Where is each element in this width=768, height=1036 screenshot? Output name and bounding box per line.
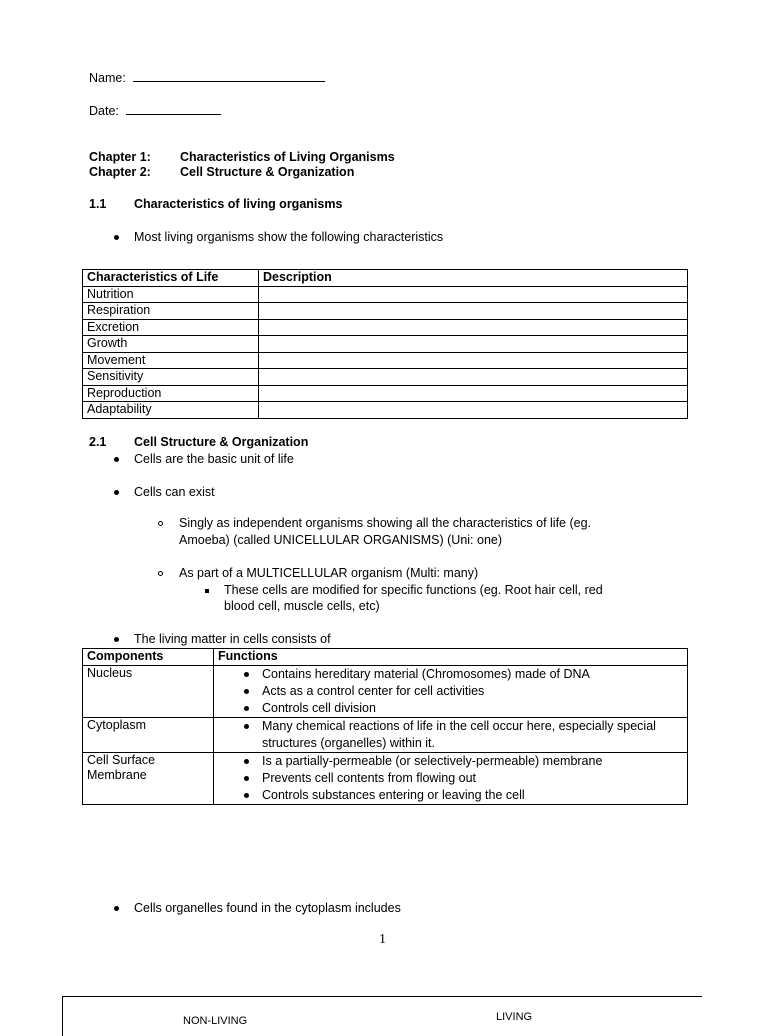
table-row (83, 319, 688, 336)
name-field (89, 69, 325, 85)
bullet-dot (114, 235, 119, 240)
table-header-row (83, 649, 688, 666)
chapter-2-num: Chapter 2: (89, 165, 151, 179)
list-item: Many chemical reactions of life in the cell occur here, especially special structures (organelles) within it. (214, 718, 687, 752)
functions-list (214, 718, 687, 752)
list-item: Acts as a control center for cell activities (214, 683, 687, 700)
table-row (83, 286, 688, 303)
description-cell (259, 385, 688, 402)
page-number: 1 (379, 932, 386, 947)
bullet-cells-exist: Cells can exist (134, 485, 215, 499)
bullet-dot (114, 457, 119, 462)
characteristic-cell: Growth (83, 336, 259, 353)
bullet-basic-unit: Cells are the basic unit of life (134, 452, 294, 466)
bullet-dot (114, 490, 119, 495)
bullet-living-matter: The living matter in cells consists of (134, 632, 331, 646)
characteristics-table (82, 269, 688, 419)
bullet-dot (114, 637, 119, 642)
list-item: Prevents cell contents from flowing out (214, 770, 687, 787)
bullet-characteristics: Most living organisms show the following characteristics (134, 230, 444, 244)
table-row (83, 336, 688, 353)
functions-cell (214, 666, 688, 718)
description-cell (259, 402, 688, 419)
components-table (82, 648, 688, 805)
table-row (83, 352, 688, 369)
header-functions: Functions (214, 649, 688, 666)
table-row (83, 303, 688, 320)
sub-unicellular-line1: Singly as independent organisms showing all the characteristics of life (eg. (179, 516, 592, 530)
functions-list (214, 753, 687, 804)
description-cell (259, 369, 688, 386)
bullet-dot (114, 906, 119, 911)
description-cell (259, 336, 688, 353)
circle-bullet (158, 521, 163, 526)
chapter-1-title: Characteristics of Living Organisms (180, 150, 395, 164)
name-label: Name: (89, 71, 126, 85)
chapter-1-num: Chapter 1: (89, 150, 151, 164)
bottom-box (62, 996, 702, 1036)
living-label: LIVING (496, 1011, 533, 1023)
table-row (83, 666, 688, 718)
characteristic-cell: Sensitivity (83, 369, 259, 386)
date-blank (126, 102, 221, 115)
characteristic-cell: Nutrition (83, 286, 259, 303)
sub-multicellular: As part of a MULTICELLULAR organism (Multi: many) (179, 566, 479, 580)
description-cell (259, 286, 688, 303)
table-row (83, 402, 688, 419)
date-label: Date: (89, 104, 119, 118)
component-cell: Nucleus (83, 666, 214, 718)
table-header-row (83, 270, 688, 287)
characteristic-cell: Adaptability (83, 402, 259, 419)
component-cell: Cytoplasm (83, 718, 214, 753)
subsub-modified-line2: blood cell, muscle cells, etc) (224, 599, 380, 613)
description-cell (259, 303, 688, 320)
subsub-modified-line1: These cells are modified for specific functions (eg. Root hair cell, red (224, 583, 603, 597)
square-bullet (205, 589, 209, 593)
characteristic-cell: Movement (83, 352, 259, 369)
name-blank (133, 69, 325, 82)
header-characteristics: Characteristics of Life (83, 270, 259, 287)
chapter-2-title: Cell Structure & Organization (180, 165, 355, 179)
sub-unicellular-line2: Amoeba) (called UNICELLULAR ORGANISMS) (Uni: one) (179, 533, 503, 547)
section-2-1-title: Cell Structure & Organization (134, 435, 309, 449)
date-field (89, 102, 221, 118)
table-row (83, 753, 688, 805)
non-living-label: NON-LIVING (183, 1015, 248, 1027)
functions-cell (214, 753, 688, 805)
list-item: Controls substances entering or leaving the cell (214, 787, 687, 804)
table-row (83, 369, 688, 386)
characteristic-cell: Reproduction (83, 385, 259, 402)
functions-list (214, 666, 687, 717)
description-cell (259, 352, 688, 369)
functions-cell (214, 718, 688, 753)
list-item: Controls cell division (214, 700, 687, 717)
section-1-1-num: 1.1 (89, 197, 107, 211)
table-row (83, 718, 688, 753)
characteristic-cell: Respiration (83, 303, 259, 320)
list-item: Contains hereditary material (Chromosomes) made of DNA (214, 666, 687, 683)
circle-bullet (158, 571, 163, 576)
bullet-organelles: Cells organelles found in the cytoplasm includes (134, 901, 401, 915)
table-row (83, 385, 688, 402)
list-item: Is a partially-permeable (or selectively-permeable) membrane (214, 753, 687, 770)
header-components: Components (83, 649, 214, 666)
characteristic-cell: Excretion (83, 319, 259, 336)
header-description: Description (259, 270, 688, 287)
section-1-1-title: Characteristics of living organisms (134, 197, 343, 211)
description-cell (259, 319, 688, 336)
component-cell: Cell Surface Membrane (83, 753, 214, 805)
section-2-1-num: 2.1 (89, 435, 107, 449)
